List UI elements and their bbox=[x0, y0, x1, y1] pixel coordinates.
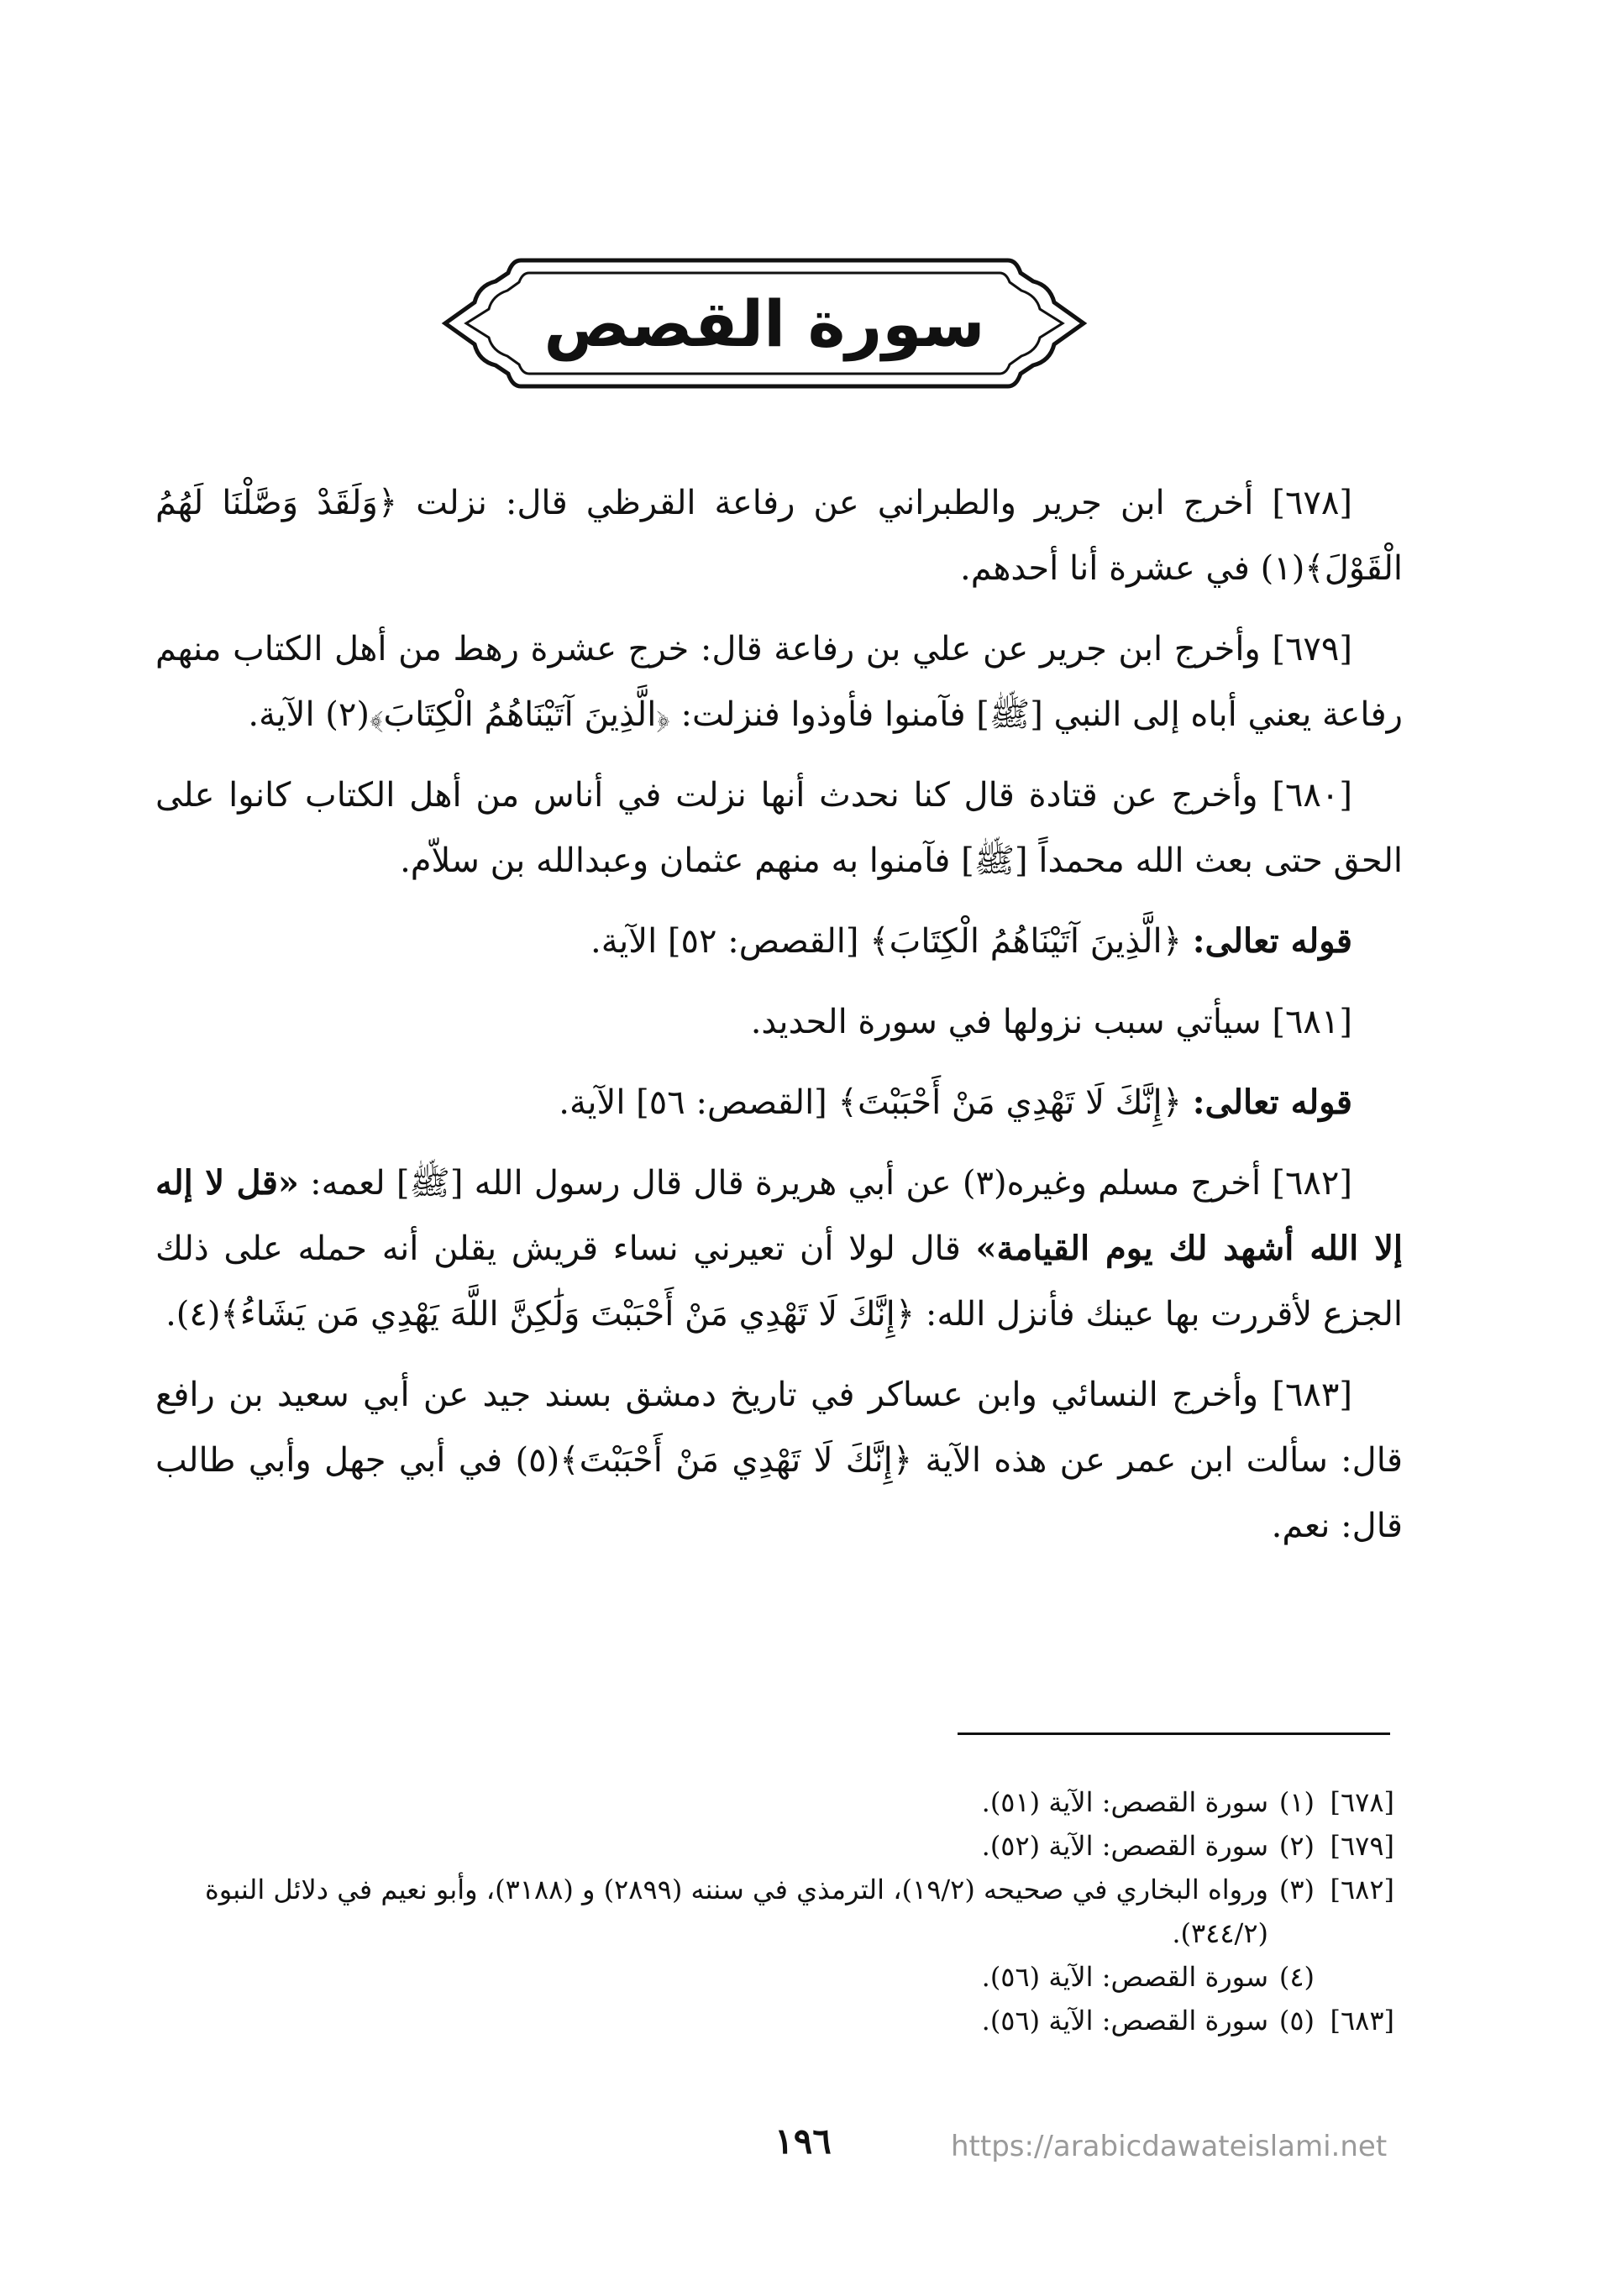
paragraph-683: [٦٨٣] وأخرج النسائي وابن عساكر في تاريخ دمشق بسند جيد عن أبي سعيد بن رافع قال: سألت ابن عمر عن هذه الآية ﴿إِنَّكَ لَا تَهْدِي مَنْ أَحْبَبْتَ﴾(٥) في أبي جهل وأبي طالب قال: نعم. bbox=[155, 1376, 1404, 1545]
footnote-number: (٢) bbox=[1278, 1830, 1315, 1862]
footnote-separator bbox=[958, 1732, 1390, 1735]
footnote-text: سورة القصص: الآية (٥٦). bbox=[981, 1961, 1268, 1993]
verse-heading-text: ﴿الَّذِينَ آتَيْنَاهُمُ الْكِتَابَ﴾ [القصص: ٥٢] الآية. bbox=[590, 922, 1183, 961]
verse-heading-text: ﴿إِنَّكَ لَا تَهْدِي مَنْ أَحْبَبْتَ﴾ [القصص: ٥٦] الآية. bbox=[559, 1083, 1183, 1122]
surah-title-frame bbox=[428, 227, 1100, 420]
footnote-3 bbox=[134, 1868, 1394, 1955]
verse-heading-56 bbox=[155, 1070, 1403, 1135]
paragraph-682-part-a: [٦٨٢] أخرج مسلم وغيره(٣) عن أبي هريرة قال قال رسول الله [ﷺ] لعمه: bbox=[298, 1164, 1352, 1203]
footnote-5 bbox=[134, 1999, 1394, 2042]
footnote-number: (٣) bbox=[1278, 1874, 1315, 1905]
footnote-text: سورة القصص: الآية (٥٢). bbox=[981, 1830, 1268, 1862]
footnote-number: (٥) bbox=[1278, 2005, 1315, 2037]
footnote-text: سورة القصص: الآية (٥١). bbox=[981, 1786, 1268, 1818]
paragraph-681: [٦٨١] سيأتي سبب نزولها في سورة الحديد. bbox=[750, 1003, 1352, 1041]
surah-title: سورة القصص bbox=[543, 286, 985, 361]
paragraph-678: [٦٧٨] أخرج ابن جرير والطبراني عن رفاعة القرظي قال: نزلت ﴿وَلَقَدْ وَصَّلْنَا لَهُمُ الْقَوْلَ﴾(١) في عشرة أنا أحدهم. bbox=[155, 484, 1403, 588]
watermark-url: https://arabicdawateislami.net bbox=[951, 2130, 1388, 2163]
verse-heading-52 bbox=[155, 909, 1403, 974]
page-number: ١٩٦ bbox=[774, 2120, 832, 2162]
footnote-number: (١) bbox=[1278, 1786, 1315, 1818]
verse-heading-label: قوله تعالى: bbox=[1192, 921, 1352, 961]
hadith-quote: «قل لا إله إلا الله أشهد لك يوم القيامة» bbox=[155, 1163, 1403, 1268]
main-text bbox=[155, 470, 1403, 1574]
footnote-1 bbox=[134, 1780, 1394, 1824]
footnote-number: (٤) bbox=[1278, 1961, 1315, 1993]
footnote-ref: [٦٨٢] bbox=[1330, 1874, 1394, 1905]
footnote-2 bbox=[134, 1824, 1394, 1868]
paragraph-680: [٦٨٠] وأخرج عن قتادة قال كنا نحدث أنها نزلت في أناس من أهل الكتاب كانوا على الحق حتى بعث الله محمداً [ﷺ] فآمنوا به منهم عثمان وعبدالله بن سلاّم. bbox=[155, 776, 1403, 880]
footnote-4 bbox=[134, 1955, 1394, 1999]
footnote-text: ورواه البخاري في صحيحه (١٩/٢)، الترمذي في سننه (٢٨٩٩) و (٣١٨٨)، وأبو نعيم في دلائل النبوة (٣٤٤/٢). bbox=[204, 1874, 1268, 1949]
paragraph-679: [٦٧٩] وأخرج ابن جرير عن علي بن رفاعة قال: خرج عشرة رهط من أهل الكتاب منهم رفاعة يعني أباه إلى النبي [ﷺ] فآمنوا فأوذوا فنزلت: ﴿الَّذِينَ آتَيْنَاهُمُ الْكِتَابَ﴾(٢) الآية. bbox=[155, 630, 1403, 734]
footnote-ref: [٦٨٣] bbox=[1330, 2005, 1394, 2037]
paragraph-682 bbox=[155, 1151, 1403, 1347]
paragraph-682-part-b: قال لولا أن تعيرني نساء قريش يقلن أنه حمله على ذلك الجزع لأقررت بها عينك فأنزل الله: ﴿إِنَّكَ لَا تَهْدِي مَنْ أَحْبَبْتَ وَلَٰكِنَّ اللَّهَ يَهْدِي مَن يَشَاءُ﴾(٤). bbox=[155, 1229, 1403, 1334]
verse-heading-label: قوله تعالى: bbox=[1192, 1082, 1352, 1122]
footnotes bbox=[134, 1780, 1394, 2042]
footnote-text: سورة القصص: الآية (٥٦). bbox=[981, 2005, 1268, 2037]
footnote-ref: [٦٧٩] bbox=[1330, 1830, 1394, 1862]
footnote-ref: [٦٧٨] bbox=[1330, 1786, 1394, 1818]
